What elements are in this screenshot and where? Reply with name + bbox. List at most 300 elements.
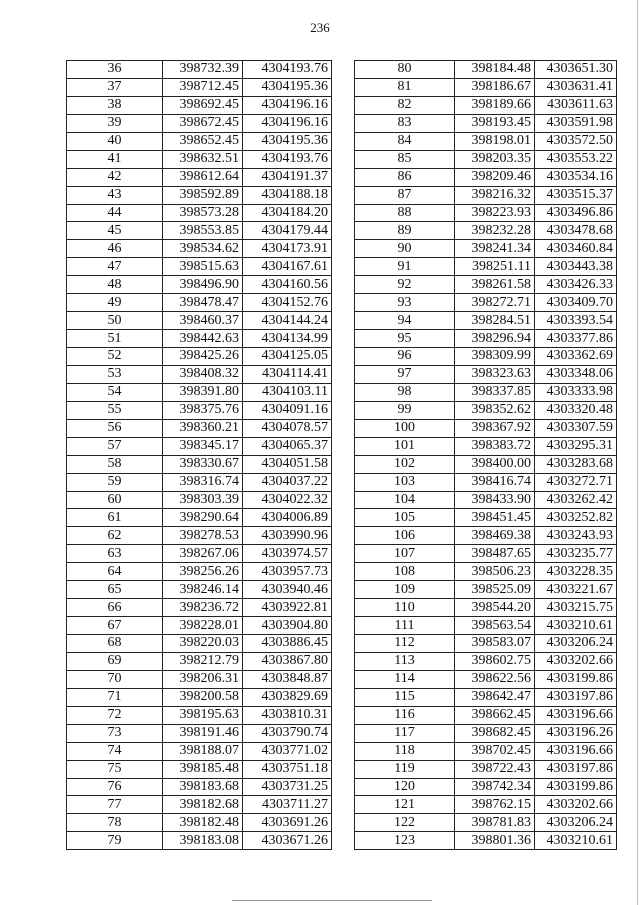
y-coordinate-cell: 4304193.76 bbox=[243, 61, 332, 79]
table-row bbox=[67, 78, 332, 96]
table-row bbox=[67, 796, 332, 814]
y-coordinate-cell: 4303974.57 bbox=[243, 545, 332, 563]
y-coordinate-cell: 4303262.42 bbox=[535, 491, 617, 509]
y-coordinate-cell: 4303272.71 bbox=[535, 473, 617, 491]
x-coordinate-cell: 398712.45 bbox=[163, 78, 243, 96]
x-coordinate-cell: 398553.85 bbox=[163, 222, 243, 240]
y-coordinate-cell: 4304195.36 bbox=[243, 78, 332, 96]
point-number-cell: 104 bbox=[355, 491, 455, 509]
y-coordinate-cell: 4304006.89 bbox=[243, 509, 332, 527]
x-coordinate-cell: 398309.99 bbox=[455, 348, 535, 366]
table-row bbox=[67, 455, 332, 473]
table-row bbox=[67, 724, 332, 742]
x-coordinate-cell: 398781.83 bbox=[455, 814, 535, 832]
table-row bbox=[355, 652, 617, 670]
coordinates-table-left bbox=[66, 60, 332, 850]
x-coordinate-cell: 398722.43 bbox=[455, 760, 535, 778]
point-number-cell: 45 bbox=[67, 222, 163, 240]
x-coordinate-cell: 398193.45 bbox=[455, 114, 535, 132]
table-row bbox=[355, 348, 617, 366]
table-row bbox=[67, 581, 332, 599]
table-row bbox=[355, 419, 617, 437]
table-row bbox=[67, 509, 332, 527]
y-coordinate-cell: 4303515.37 bbox=[535, 186, 617, 204]
x-coordinate-cell: 398451.45 bbox=[455, 509, 535, 527]
x-coordinate-cell: 398236.72 bbox=[163, 599, 243, 617]
table-row bbox=[355, 132, 617, 150]
table-row bbox=[67, 688, 332, 706]
point-number-cell: 122 bbox=[355, 814, 455, 832]
y-coordinate-cell: 4303377.86 bbox=[535, 330, 617, 348]
x-coordinate-cell: 398416.74 bbox=[455, 473, 535, 491]
x-coordinate-cell: 398360.21 bbox=[163, 419, 243, 437]
point-number-cell: 61 bbox=[67, 509, 163, 527]
point-number-cell: 82 bbox=[355, 96, 455, 114]
table-row bbox=[67, 652, 332, 670]
table-row bbox=[355, 114, 617, 132]
x-coordinate-cell: 398352.62 bbox=[455, 401, 535, 419]
point-number-cell: 110 bbox=[355, 599, 455, 617]
point-number-cell: 96 bbox=[355, 348, 455, 366]
point-number-cell: 92 bbox=[355, 276, 455, 294]
x-coordinate-cell: 398189.66 bbox=[455, 96, 535, 114]
y-coordinate-cell: 4303904.80 bbox=[243, 617, 332, 635]
point-number-cell: 95 bbox=[355, 330, 455, 348]
x-coordinate-cell: 398284.51 bbox=[455, 312, 535, 330]
y-coordinate-cell: 4303197.86 bbox=[535, 688, 617, 706]
y-coordinate-cell: 4304051.58 bbox=[243, 455, 332, 473]
point-number-cell: 89 bbox=[355, 222, 455, 240]
x-coordinate-cell: 398272.71 bbox=[455, 294, 535, 312]
point-number-cell: 74 bbox=[67, 742, 163, 760]
table-row bbox=[355, 545, 617, 563]
table-row bbox=[355, 276, 617, 294]
x-coordinate-cell: 398212.79 bbox=[163, 652, 243, 670]
x-coordinate-cell: 398375.76 bbox=[163, 401, 243, 419]
y-coordinate-cell: 4303922.81 bbox=[243, 599, 332, 617]
point-number-cell: 113 bbox=[355, 652, 455, 670]
x-coordinate-cell: 398206.31 bbox=[163, 670, 243, 688]
x-coordinate-cell: 398408.32 bbox=[163, 365, 243, 383]
x-coordinate-cell: 398303.39 bbox=[163, 491, 243, 509]
y-coordinate-cell: 4303790.74 bbox=[243, 724, 332, 742]
x-coordinate-cell: 398323.63 bbox=[455, 365, 535, 383]
x-coordinate-cell: 398612.64 bbox=[163, 168, 243, 186]
table-row bbox=[67, 473, 332, 491]
x-coordinate-cell: 398442.63 bbox=[163, 330, 243, 348]
point-number-cell: 94 bbox=[355, 312, 455, 330]
point-number-cell: 54 bbox=[67, 383, 163, 401]
y-coordinate-cell: 4303210.61 bbox=[535, 832, 617, 850]
y-coordinate-cell: 4303848.87 bbox=[243, 670, 332, 688]
table-row bbox=[355, 150, 617, 168]
y-coordinate-cell: 4303348.06 bbox=[535, 365, 617, 383]
y-coordinate-cell: 4303283.68 bbox=[535, 455, 617, 473]
y-coordinate-cell: 4303553.22 bbox=[535, 150, 617, 168]
x-coordinate-cell: 398433.90 bbox=[455, 491, 535, 509]
y-coordinate-cell: 4303295.31 bbox=[535, 437, 617, 455]
point-number-cell: 79 bbox=[67, 832, 163, 850]
x-coordinate-cell: 398762.15 bbox=[455, 796, 535, 814]
y-coordinate-cell: 4303534.16 bbox=[535, 168, 617, 186]
table-row bbox=[355, 204, 617, 222]
scan-edge-line bbox=[637, 0, 638, 905]
point-number-cell: 80 bbox=[355, 61, 455, 79]
point-number-cell: 108 bbox=[355, 563, 455, 581]
x-coordinate-cell: 398183.68 bbox=[163, 778, 243, 796]
y-coordinate-cell: 4304152.76 bbox=[243, 294, 332, 312]
x-coordinate-cell: 398330.67 bbox=[163, 455, 243, 473]
table-row bbox=[355, 491, 617, 509]
table-row bbox=[67, 276, 332, 294]
x-coordinate-cell: 398506.23 bbox=[455, 563, 535, 581]
y-coordinate-cell: 4304037.22 bbox=[243, 473, 332, 491]
y-coordinate-cell: 4303409.70 bbox=[535, 294, 617, 312]
x-coordinate-cell: 398296.94 bbox=[455, 330, 535, 348]
table-row bbox=[355, 599, 617, 617]
x-coordinate-cell: 398195.63 bbox=[163, 706, 243, 724]
table-row bbox=[67, 670, 332, 688]
point-number-cell: 38 bbox=[67, 96, 163, 114]
point-number-cell: 73 bbox=[67, 724, 163, 742]
table-row bbox=[67, 312, 332, 330]
x-coordinate-cell: 398246.14 bbox=[163, 581, 243, 599]
y-coordinate-cell: 4303496.86 bbox=[535, 204, 617, 222]
x-coordinate-cell: 398622.56 bbox=[455, 670, 535, 688]
y-coordinate-cell: 4303731.25 bbox=[243, 778, 332, 796]
x-coordinate-cell: 398256.26 bbox=[163, 563, 243, 581]
point-number-cell: 101 bbox=[355, 437, 455, 455]
point-number-cell: 106 bbox=[355, 527, 455, 545]
x-coordinate-cell: 398672.45 bbox=[163, 114, 243, 132]
y-coordinate-cell: 4304160.56 bbox=[243, 276, 332, 294]
y-coordinate-cell: 4303320.48 bbox=[535, 401, 617, 419]
point-number-cell: 88 bbox=[355, 204, 455, 222]
table-row bbox=[355, 383, 617, 401]
x-coordinate-cell: 398186.67 bbox=[455, 78, 535, 96]
point-number-cell: 114 bbox=[355, 670, 455, 688]
y-coordinate-cell: 4304167.61 bbox=[243, 258, 332, 276]
y-coordinate-cell: 4304091.16 bbox=[243, 401, 332, 419]
y-coordinate-cell: 4303307.59 bbox=[535, 419, 617, 437]
table-row bbox=[355, 401, 617, 419]
table-row bbox=[355, 473, 617, 491]
table-row bbox=[355, 96, 617, 114]
point-number-cell: 65 bbox=[67, 581, 163, 599]
x-coordinate-cell: 398801.36 bbox=[455, 832, 535, 850]
point-number-cell: 75 bbox=[67, 760, 163, 778]
point-number-cell: 117 bbox=[355, 724, 455, 742]
x-coordinate-cell: 398200.58 bbox=[163, 688, 243, 706]
y-coordinate-cell: 4304125.05 bbox=[243, 348, 332, 366]
table-row bbox=[355, 724, 617, 742]
point-number-cell: 86 bbox=[355, 168, 455, 186]
x-coordinate-cell: 398182.68 bbox=[163, 796, 243, 814]
x-coordinate-cell: 398203.35 bbox=[455, 150, 535, 168]
point-number-cell: 51 bbox=[67, 330, 163, 348]
table-row bbox=[67, 240, 332, 258]
point-number-cell: 56 bbox=[67, 419, 163, 437]
table-row bbox=[355, 455, 617, 473]
table-row bbox=[355, 581, 617, 599]
table-row bbox=[355, 222, 617, 240]
y-coordinate-cell: 4304134.99 bbox=[243, 330, 332, 348]
y-coordinate-cell: 4303810.31 bbox=[243, 706, 332, 724]
point-number-cell: 91 bbox=[355, 258, 455, 276]
point-number-cell: 37 bbox=[67, 78, 163, 96]
point-number-cell: 53 bbox=[67, 365, 163, 383]
point-number-cell: 83 bbox=[355, 114, 455, 132]
point-number-cell: 78 bbox=[67, 814, 163, 832]
x-coordinate-cell: 398241.34 bbox=[455, 240, 535, 258]
table-row bbox=[355, 563, 617, 581]
table-row bbox=[67, 491, 332, 509]
x-coordinate-cell: 398732.39 bbox=[163, 61, 243, 79]
y-coordinate-cell: 4303691.26 bbox=[243, 814, 332, 832]
point-number-cell: 69 bbox=[67, 652, 163, 670]
table-row bbox=[355, 294, 617, 312]
table-row bbox=[355, 760, 617, 778]
point-number-cell: 40 bbox=[67, 132, 163, 150]
table-row bbox=[355, 796, 617, 814]
y-coordinate-cell: 4303751.18 bbox=[243, 760, 332, 778]
point-number-cell: 43 bbox=[67, 186, 163, 204]
x-coordinate-cell: 398191.46 bbox=[163, 724, 243, 742]
point-number-cell: 62 bbox=[67, 527, 163, 545]
table-row bbox=[355, 168, 617, 186]
y-coordinate-cell: 4303196.26 bbox=[535, 724, 617, 742]
table-row bbox=[355, 832, 617, 850]
point-number-cell: 76 bbox=[67, 778, 163, 796]
point-number-cell: 52 bbox=[67, 348, 163, 366]
y-coordinate-cell: 4303196.66 bbox=[535, 706, 617, 724]
table-row bbox=[355, 330, 617, 348]
y-coordinate-cell: 4304065.37 bbox=[243, 437, 332, 455]
x-coordinate-cell: 398198.01 bbox=[455, 132, 535, 150]
table-row bbox=[355, 258, 617, 276]
y-coordinate-cell: 4304103.11 bbox=[243, 383, 332, 401]
point-number-cell: 107 bbox=[355, 545, 455, 563]
point-number-cell: 93 bbox=[355, 294, 455, 312]
table-row bbox=[67, 168, 332, 186]
y-coordinate-cell: 4303235.77 bbox=[535, 545, 617, 563]
x-coordinate-cell: 398469.38 bbox=[455, 527, 535, 545]
point-number-cell: 105 bbox=[355, 509, 455, 527]
y-coordinate-cell: 4303671.26 bbox=[243, 832, 332, 850]
table-row bbox=[67, 814, 332, 832]
x-coordinate-cell: 398702.45 bbox=[455, 742, 535, 760]
y-coordinate-cell: 4303460.84 bbox=[535, 240, 617, 258]
point-number-cell: 120 bbox=[355, 778, 455, 796]
point-number-cell: 67 bbox=[67, 617, 163, 635]
point-number-cell: 55 bbox=[67, 401, 163, 419]
y-coordinate-cell: 4303940.46 bbox=[243, 581, 332, 599]
point-number-cell: 81 bbox=[355, 78, 455, 96]
y-coordinate-cell: 4303711.27 bbox=[243, 796, 332, 814]
x-coordinate-cell: 398188.07 bbox=[163, 742, 243, 760]
x-coordinate-cell: 398583.07 bbox=[455, 635, 535, 653]
x-coordinate-cell: 398261.58 bbox=[455, 276, 535, 294]
table-row bbox=[67, 186, 332, 204]
x-coordinate-cell: 398425.26 bbox=[163, 348, 243, 366]
x-coordinate-cell: 398337.85 bbox=[455, 383, 535, 401]
x-coordinate-cell: 398182.48 bbox=[163, 814, 243, 832]
table-row bbox=[355, 61, 617, 79]
y-coordinate-cell: 4303199.86 bbox=[535, 778, 617, 796]
point-number-cell: 58 bbox=[67, 455, 163, 473]
table-row bbox=[67, 437, 332, 455]
table-row bbox=[67, 706, 332, 724]
scan-artifact-line bbox=[232, 900, 432, 901]
table-row bbox=[355, 312, 617, 330]
page-number: 236 bbox=[310, 20, 330, 35]
x-coordinate-cell: 398184.48 bbox=[455, 61, 535, 79]
table-row bbox=[67, 383, 332, 401]
x-coordinate-cell: 398682.45 bbox=[455, 724, 535, 742]
table-row bbox=[355, 670, 617, 688]
y-coordinate-cell: 4304173.91 bbox=[243, 240, 332, 258]
x-coordinate-cell: 398400.00 bbox=[455, 455, 535, 473]
point-number-cell: 68 bbox=[67, 635, 163, 653]
y-coordinate-cell: 4303426.33 bbox=[535, 276, 617, 294]
point-number-cell: 97 bbox=[355, 365, 455, 383]
table-row bbox=[67, 150, 332, 168]
point-number-cell: 100 bbox=[355, 419, 455, 437]
table-row bbox=[67, 419, 332, 437]
x-coordinate-cell: 398345.17 bbox=[163, 437, 243, 455]
y-coordinate-cell: 4303957.73 bbox=[243, 563, 332, 581]
x-coordinate-cell: 398632.51 bbox=[163, 150, 243, 168]
y-coordinate-cell: 4304195.36 bbox=[243, 132, 332, 150]
y-coordinate-cell: 4304193.76 bbox=[243, 150, 332, 168]
table-row bbox=[67, 832, 332, 850]
table-row bbox=[67, 61, 332, 79]
point-number-cell: 57 bbox=[67, 437, 163, 455]
table-row bbox=[67, 778, 332, 796]
point-number-cell: 39 bbox=[67, 114, 163, 132]
x-coordinate-cell: 398223.93 bbox=[455, 204, 535, 222]
point-number-cell: 84 bbox=[355, 132, 455, 150]
y-coordinate-cell: 4303651.30 bbox=[535, 61, 617, 79]
y-coordinate-cell: 4303771.02 bbox=[243, 742, 332, 760]
y-coordinate-cell: 4303886.45 bbox=[243, 635, 332, 653]
table-row bbox=[67, 742, 332, 760]
y-coordinate-cell: 4304196.16 bbox=[243, 114, 332, 132]
x-coordinate-cell: 398487.65 bbox=[455, 545, 535, 563]
table-row bbox=[67, 545, 332, 563]
point-number-cell: 90 bbox=[355, 240, 455, 258]
point-number-cell: 121 bbox=[355, 796, 455, 814]
y-coordinate-cell: 4303611.63 bbox=[535, 96, 617, 114]
table-row bbox=[355, 437, 617, 455]
table-row bbox=[355, 527, 617, 545]
x-coordinate-cell: 398534.62 bbox=[163, 240, 243, 258]
x-coordinate-cell: 398642.47 bbox=[455, 688, 535, 706]
table-row bbox=[355, 617, 617, 635]
table-row bbox=[355, 509, 617, 527]
x-coordinate-cell: 398573.28 bbox=[163, 204, 243, 222]
table-row bbox=[355, 365, 617, 383]
y-coordinate-cell: 4303202.66 bbox=[535, 652, 617, 670]
point-number-cell: 123 bbox=[355, 832, 455, 850]
y-coordinate-cell: 4304191.37 bbox=[243, 168, 332, 186]
table-row bbox=[67, 132, 332, 150]
point-number-cell: 42 bbox=[67, 168, 163, 186]
y-coordinate-cell: 4303990.96 bbox=[243, 527, 332, 545]
point-number-cell: 77 bbox=[67, 796, 163, 814]
point-number-cell: 47 bbox=[67, 258, 163, 276]
point-number-cell: 87 bbox=[355, 186, 455, 204]
point-number-cell: 99 bbox=[355, 401, 455, 419]
table-row bbox=[67, 348, 332, 366]
point-number-cell: 59 bbox=[67, 473, 163, 491]
x-coordinate-cell: 398251.11 bbox=[455, 258, 535, 276]
table-row bbox=[67, 330, 332, 348]
y-coordinate-cell: 4303443.38 bbox=[535, 258, 617, 276]
point-number-cell: 63 bbox=[67, 545, 163, 563]
point-number-cell: 36 bbox=[67, 61, 163, 79]
x-coordinate-cell: 398692.45 bbox=[163, 96, 243, 114]
x-coordinate-cell: 398563.54 bbox=[455, 617, 535, 635]
point-number-cell: 49 bbox=[67, 294, 163, 312]
y-coordinate-cell: 4303572.50 bbox=[535, 132, 617, 150]
y-coordinate-cell: 4303631.41 bbox=[535, 78, 617, 96]
x-coordinate-cell: 398652.45 bbox=[163, 132, 243, 150]
table-row bbox=[67, 401, 332, 419]
x-coordinate-cell: 398267.06 bbox=[163, 545, 243, 563]
point-number-cell: 109 bbox=[355, 581, 455, 599]
table-row bbox=[67, 96, 332, 114]
point-number-cell: 70 bbox=[67, 670, 163, 688]
x-coordinate-cell: 398228.01 bbox=[163, 617, 243, 635]
x-coordinate-cell: 398278.53 bbox=[163, 527, 243, 545]
x-coordinate-cell: 398383.72 bbox=[455, 437, 535, 455]
table-row bbox=[355, 778, 617, 796]
y-coordinate-cell: 4303206.24 bbox=[535, 814, 617, 832]
point-number-cell: 119 bbox=[355, 760, 455, 778]
y-coordinate-cell: 4304188.18 bbox=[243, 186, 332, 204]
x-coordinate-cell: 398316.74 bbox=[163, 473, 243, 491]
table-row bbox=[67, 527, 332, 545]
x-coordinate-cell: 398232.28 bbox=[455, 222, 535, 240]
x-coordinate-cell: 398290.64 bbox=[163, 509, 243, 527]
x-coordinate-cell: 398662.45 bbox=[455, 706, 535, 724]
x-coordinate-cell: 398183.08 bbox=[163, 832, 243, 850]
y-coordinate-cell: 4303221.67 bbox=[535, 581, 617, 599]
x-coordinate-cell: 398209.46 bbox=[455, 168, 535, 186]
y-coordinate-cell: 4303196.66 bbox=[535, 742, 617, 760]
y-coordinate-cell: 4303202.66 bbox=[535, 796, 617, 814]
table-row bbox=[355, 635, 617, 653]
y-coordinate-cell: 4304114.41 bbox=[243, 365, 332, 383]
point-number-cell: 44 bbox=[67, 204, 163, 222]
y-coordinate-cell: 4303252.82 bbox=[535, 509, 617, 527]
x-coordinate-cell: 398592.89 bbox=[163, 186, 243, 204]
table-row bbox=[67, 760, 332, 778]
y-coordinate-cell: 4303228.35 bbox=[535, 563, 617, 581]
table-row bbox=[355, 78, 617, 96]
x-coordinate-cell: 398515.63 bbox=[163, 258, 243, 276]
x-coordinate-cell: 398185.48 bbox=[163, 760, 243, 778]
y-coordinate-cell: 4304144.24 bbox=[243, 312, 332, 330]
table-row bbox=[67, 114, 332, 132]
y-coordinate-cell: 4303362.69 bbox=[535, 348, 617, 366]
y-coordinate-cell: 4304078.57 bbox=[243, 419, 332, 437]
x-coordinate-cell: 398460.37 bbox=[163, 312, 243, 330]
x-coordinate-cell: 398544.20 bbox=[455, 599, 535, 617]
point-number-cell: 72 bbox=[67, 706, 163, 724]
table-row bbox=[67, 222, 332, 240]
